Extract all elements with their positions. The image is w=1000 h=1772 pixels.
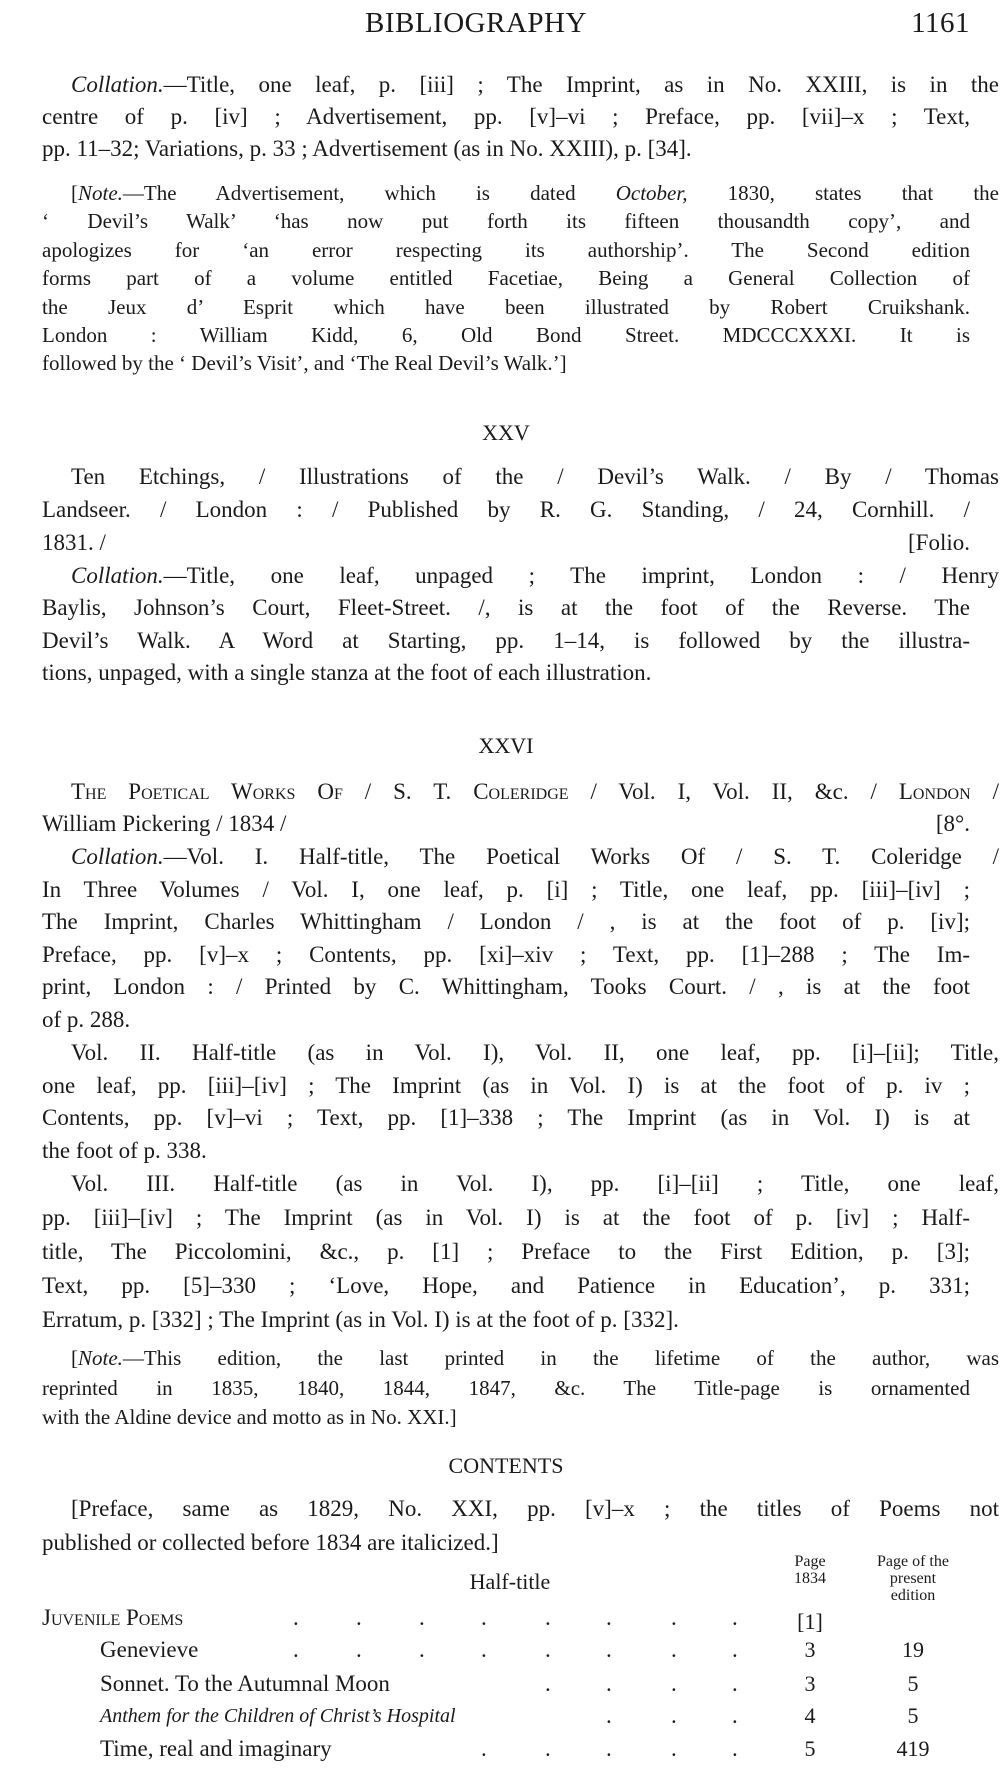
text-run: ‘ Devil’s Walk’ ‘has now put forth its fifteen thousandth copy’, and bbox=[42, 209, 970, 234]
contents-title: Anthem for the Children of Christ’s Hospital bbox=[100, 1705, 456, 1727]
leader-dot: . bbox=[732, 1637, 738, 1662]
leader-dot: . bbox=[293, 1605, 299, 1630]
leader-dot: . bbox=[545, 1637, 551, 1662]
leader-dot: . bbox=[545, 1736, 551, 1761]
leader-dot: . bbox=[419, 1605, 425, 1630]
text-line bbox=[42, 236, 970, 264]
leader-dot: . bbox=[671, 1671, 677, 1696]
text-line bbox=[42, 207, 970, 235]
text-line bbox=[42, 843, 999, 871]
text-run: Text, pp. [5]–330 ; ‘Love, Hope, and Patience in Education’, p. 331; bbox=[42, 1273, 970, 1298]
small-caps-text: S. T. Coleridge bbox=[393, 779, 569, 804]
text-run: of p. 288. bbox=[42, 1007, 131, 1032]
page-present-edition: 5 bbox=[907, 1671, 919, 1696]
text-run: Erratum, p. [332] ; The Imprint (as in Vol. I) is at the foot of p. [332]. bbox=[42, 1307, 679, 1332]
text-line bbox=[42, 810, 970, 838]
text-line bbox=[42, 908, 970, 936]
text-line bbox=[42, 1039, 999, 1067]
text-line bbox=[42, 1344, 999, 1372]
text-run: one leaf, pp. [iii]–[iv] ; The Imprint (as in Vol. I) is at the foot of p. iv ; bbox=[42, 1072, 970, 1098]
leader-dot: . bbox=[356, 1637, 362, 1662]
text-run: / bbox=[970, 779, 999, 804]
page-1834: 3 bbox=[804, 1637, 816, 1662]
text-run: with the Aldine device and motto as in No. XXI.] bbox=[42, 1405, 457, 1429]
text-run: Devil’s Walk. A Word at Starting, pp. 1–14, is followed by the illustra- bbox=[42, 627, 970, 653]
text-run: pp. [iii]–[iv] ; The Imprint (as in Vol. I) is at the foot of p. [iv] ; Half- bbox=[42, 1205, 970, 1230]
text-line bbox=[42, 941, 970, 969]
italic-text: Collation. bbox=[71, 563, 164, 588]
text-line-main bbox=[42, 810, 286, 838]
text-run: —Title, one leaf, unpaged ; The imprint, London : / Henry bbox=[163, 563, 999, 588]
text-run: / Vol. I, Vol. II, &c. / bbox=[568, 779, 899, 804]
leader-dot: . bbox=[606, 1605, 612, 1630]
text-run: Baylis, Johnson’s Court, Fleet-Street. /, is at the foot of the Reverse. The bbox=[42, 595, 970, 621]
leader-dot: . bbox=[671, 1637, 677, 1662]
text-run: forms part of a volume entitled Facetiae, Being a General Collection of bbox=[42, 266, 970, 291]
text-run: print, London : / Printed by C. Whittingham, Tooks Court. / , is at the foot bbox=[42, 974, 970, 1000]
italic-text: Collation. bbox=[71, 844, 164, 869]
text-line bbox=[42, 1006, 970, 1034]
text-line bbox=[42, 594, 970, 622]
text-line bbox=[42, 496, 970, 524]
leader-dot: . bbox=[732, 1605, 738, 1630]
text-line bbox=[42, 1137, 970, 1165]
text-run: centre of p. [iv] ; Advertisement, pp. [v]–vi ; Preface, pp. [vii]–x ; Text, bbox=[42, 104, 970, 129]
italic-text: Collation. bbox=[71, 72, 164, 97]
column-header-line: Page bbox=[794, 1553, 826, 1570]
text-line bbox=[42, 1104, 970, 1132]
text-run: London : William Kidd, 6, Old Bond Street. MDCCCXXXI. It is bbox=[42, 323, 970, 347]
leader-dot: . bbox=[671, 1605, 677, 1630]
leader-dot: . bbox=[606, 1703, 612, 1728]
text-run: Vol. III. Half-title (as in Vol. I), pp. [i]–[ii] ; Title, one leaf, bbox=[71, 1171, 999, 1196]
page-1834: [1] bbox=[797, 1609, 823, 1634]
text-run: tions, unpaged, with a single stanza at the foot of each illustration. bbox=[42, 659, 652, 685]
text-run: The Imprint, Charles Whittingham / London / , is at the foot of p. [iv]; bbox=[42, 909, 970, 935]
text-run: Ten Etchings, / Illustrations of the / Devil’s Walk. / By / Thomas bbox=[71, 464, 999, 489]
text-run: William Pickering / 1834 / bbox=[42, 811, 287, 836]
text-line bbox=[42, 103, 970, 131]
page-1834: 3 bbox=[804, 1671, 816, 1696]
page-1834: 4 bbox=[804, 1703, 816, 1728]
leader-dot: . bbox=[671, 1736, 677, 1761]
text-run: followed by the ‘ Devil’s Visit’, and ‘The Real Devil’s Walk.’] bbox=[42, 351, 567, 376]
text-line bbox=[42, 627, 970, 655]
text-run: Landseer. / London : / Published by R. G. Standing, / 24, Cornhill. / bbox=[42, 497, 970, 522]
column-header-line: present bbox=[889, 1570, 937, 1587]
format-note: [8°. bbox=[935, 811, 970, 836]
text-run: [ bbox=[71, 181, 78, 205]
format-note: [Folio. bbox=[908, 530, 970, 555]
text-run: published or collected before 1834 are italicized.] bbox=[42, 1530, 499, 1555]
italic-text: October, bbox=[615, 181, 688, 205]
text-line bbox=[42, 179, 999, 207]
text-run: 1831. / bbox=[42, 530, 106, 555]
italic-text: Note. bbox=[78, 1346, 123, 1370]
small-caps-text: The Poetical Works Of bbox=[71, 779, 343, 804]
text-run: —This edition, the last printed in the lifetime of the author, was bbox=[122, 1346, 999, 1370]
text-line bbox=[42, 293, 970, 321]
page-present-edition: 19 bbox=[902, 1637, 924, 1662]
text-run: In Three Volumes / Vol. I, one leaf, p. [i] ; Title, one leaf, pp. [iii]–[iv] ; bbox=[42, 876, 970, 902]
contents-title: Time, real and imaginary bbox=[100, 1736, 332, 1761]
leader-dot: . bbox=[481, 1736, 487, 1761]
contents-title: Sonnet. To the Autumnal Moon bbox=[100, 1671, 390, 1696]
text-line bbox=[42, 1072, 970, 1100]
italic-text: Note. bbox=[78, 181, 123, 205]
text-line bbox=[42, 973, 970, 1001]
text-line bbox=[42, 1306, 970, 1334]
leader-dot: . bbox=[356, 1605, 362, 1630]
section-heading: XXVI bbox=[478, 733, 534, 758]
section-heading: CONTENTS bbox=[448, 1453, 564, 1478]
leader-dot: . bbox=[419, 1637, 425, 1662]
text-line bbox=[42, 1495, 999, 1523]
section-heading: XXV bbox=[482, 420, 530, 445]
text-run: [Preface, same as 1829, No. XXI, pp. [v]–x ; the titles of Poems not bbox=[71, 1496, 999, 1521]
text-run: —Title, one leaf, p. [iii] ; The Imprint, as in No. XXIII, is in the bbox=[163, 72, 999, 97]
text-run: [ bbox=[71, 1346, 78, 1370]
text-line bbox=[42, 778, 999, 806]
text-line bbox=[42, 529, 970, 557]
text-run: apologizes for ‘an error respecting its authorship’. The Second edition bbox=[42, 237, 970, 262]
text-run: Vol. II. Half-title (as in Vol. I), Vol. II, one leaf, pp. [i]–[ii]; Title, bbox=[71, 1040, 999, 1065]
column-header-present-edition bbox=[853, 1553, 973, 1604]
text-run: title, The Piccolomini, &c., p. [1] ; Preface to the First Edition, p. [3]; bbox=[42, 1239, 970, 1264]
column-header-line: 1834 bbox=[794, 1570, 826, 1587]
text-line bbox=[42, 264, 970, 292]
text-line bbox=[42, 1403, 970, 1431]
contents-title: Juvenile Poems bbox=[42, 1605, 184, 1630]
contents-title: Genevieve bbox=[100, 1637, 199, 1662]
text-line bbox=[42, 463, 999, 491]
leader-dot: . bbox=[293, 1637, 299, 1662]
half-title-label: Half-title bbox=[469, 1569, 551, 1594]
column-header-line: edition bbox=[890, 1587, 936, 1604]
text-run: —Vol. I. Half-title, The Poetical Works Of / S. T. Coleridge / bbox=[163, 844, 999, 869]
text-line bbox=[42, 1170, 999, 1198]
column-header-line: Page of the bbox=[877, 1553, 949, 1570]
leader-dot: . bbox=[732, 1703, 738, 1728]
text-line bbox=[42, 1238, 970, 1266]
text-run: pp. 11–32; Variations, p. 33 ; Advertisement (as in No. XXIII), p. [34]. bbox=[42, 136, 692, 161]
text-run: Preface, pp. [v]–x ; Contents, pp. [xi]–xiv ; Text, pp. [1]–288 ; The Im- bbox=[42, 941, 970, 967]
text-run: the Jeux d’ Esprit which have been illustrated by Robert Cruikshank. bbox=[42, 294, 970, 319]
leader-dot: . bbox=[671, 1703, 677, 1728]
running-head-title: BIBLIOGRAPHY bbox=[365, 7, 587, 39]
page-present-edition: 5 bbox=[907, 1703, 919, 1728]
text-run: 1830, states that the bbox=[687, 181, 999, 205]
leader-dot: . bbox=[732, 1671, 738, 1696]
text-line bbox=[42, 562, 999, 590]
text-line bbox=[42, 321, 970, 349]
text-line bbox=[42, 349, 970, 377]
text-line bbox=[42, 1204, 970, 1232]
column-header-page-1834 bbox=[750, 1553, 870, 1587]
text-line bbox=[42, 1272, 970, 1300]
leader-dot: . bbox=[481, 1605, 487, 1630]
text-run: / bbox=[342, 779, 394, 804]
text-line bbox=[42, 876, 970, 904]
small-caps-text: London bbox=[898, 779, 971, 804]
leader-dot: . bbox=[545, 1605, 551, 1630]
text-run: reprinted in 1835, 1840, 1844, 1847, &c. The Title-page is ornamented bbox=[42, 1375, 970, 1400]
text-line bbox=[42, 135, 970, 163]
leader-dot: . bbox=[481, 1637, 487, 1662]
leader-dot: . bbox=[732, 1736, 738, 1761]
text-run: the foot of p. 338. bbox=[42, 1138, 207, 1164]
page-number: 1161 bbox=[911, 7, 970, 39]
text-line bbox=[42, 1374, 970, 1402]
text-line bbox=[42, 659, 970, 687]
leader-dot: . bbox=[606, 1637, 612, 1662]
leader-dot: . bbox=[545, 1671, 551, 1696]
text-line bbox=[42, 71, 999, 99]
text-line-main bbox=[42, 529, 106, 557]
text-run: —The Advertisement, which is dated bbox=[122, 181, 616, 205]
text-run: Contents, pp. [v]–vi ; Text, pp. [1]–338 ; The Imprint (as in Vol. I) is at bbox=[42, 1105, 970, 1131]
page-present-edition: 419 bbox=[896, 1736, 930, 1761]
page-1834: 5 bbox=[804, 1736, 816, 1761]
leader-dot: . bbox=[606, 1736, 612, 1761]
leader-dot: . bbox=[606, 1671, 612, 1696]
